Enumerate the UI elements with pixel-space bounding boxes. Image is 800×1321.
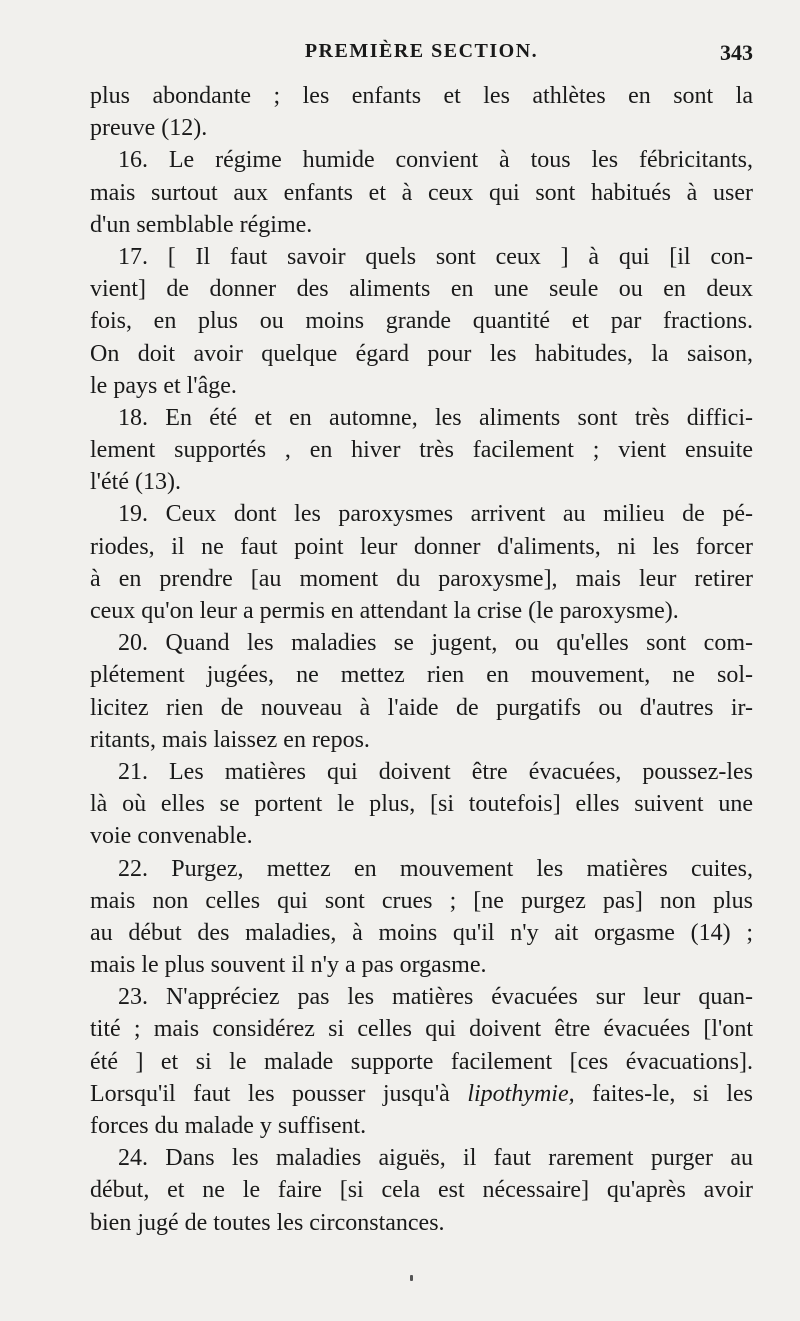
page-number: 343 — [720, 40, 753, 65]
line-text-continued: faites-le, si les — [574, 1080, 754, 1107]
line-text: fois, en plus ou moins grande quantité et par fractions. — [90, 308, 753, 335]
text-line — [90, 595, 753, 627]
line-text: l'été (13). — [90, 469, 181, 496]
line-text: 23. N'appréciez pas les matières évacuées sur leur quan- — [118, 984, 753, 1011]
text-line — [90, 1046, 753, 1078]
text-line — [90, 80, 753, 112]
text-line — [90, 241, 753, 273]
line-text: tité ; mais considérez si celles qui doivent être évacuées [l'ont — [90, 1016, 753, 1043]
text-line — [90, 627, 753, 659]
text-line — [90, 1142, 753, 1174]
line-text: riodes, il ne faut point leur donner d'aliments, ni les forcer — [90, 533, 753, 560]
line-text: mais non celles qui sont crues ; [ne purgez pas] non plus — [90, 887, 753, 914]
text-line — [90, 756, 753, 788]
text-line — [90, 305, 753, 337]
text-line — [90, 1174, 753, 1206]
text-line — [90, 273, 753, 305]
text-line — [90, 370, 753, 402]
text-line — [90, 177, 753, 209]
text-line — [90, 949, 753, 981]
text-line — [90, 563, 753, 595]
line-text: plus abondante ; les enfants et les athlètes en sont la — [90, 83, 753, 109]
line-text: à en prendre [au moment du paroxysme], mais leur retirer — [90, 565, 753, 592]
text-line — [90, 724, 753, 756]
line-text: ceux qu'on leur a permis en attendant la crise (le paroxysme). — [90, 598, 679, 624]
line-text: 16. Le régime humide convient à tous les fébricitants, — [118, 147, 753, 174]
italic-term: lipothymie, — [467, 1080, 575, 1107]
line-text: licitez rien de nouveau à l'aide de purgatifs ou d'autres ir- — [90, 694, 753, 721]
line-text: 20. Quand les maladies se jugent, ou qu'elles sont com- — [118, 630, 753, 657]
section-title: PREMIÈRE SECTION. — [304, 40, 539, 62]
line-text: d'un semblable régime. — [90, 211, 313, 238]
text-line — [90, 1013, 753, 1045]
line-text: mais le plus souvent il n'y a pas orgasme. — [90, 952, 487, 979]
text-line — [90, 659, 753, 691]
line-text: 24. Dans les maladies aiguës, il faut rarement purger au — [118, 1145, 753, 1172]
line-text: 19. Ceux dont les paroxysmes arrivent au milieu de pé- — [118, 501, 753, 528]
text-line — [90, 338, 753, 370]
text-line — [90, 1207, 753, 1239]
line-text: début, et ne le faire [si cela est nécessaire] qu'après avoir — [90, 1177, 753, 1204]
text-line — [90, 434, 753, 466]
line-text: 17. [ Il faut savoir quels sont ceux ] à qui [il con- — [118, 243, 753, 270]
text-line — [90, 498, 753, 530]
line-text: On doit avoir quelque égard pour les habitudes, la saison, — [90, 340, 753, 367]
text-line — [90, 1078, 753, 1110]
text-line — [90, 885, 753, 917]
line-text: bien jugé de toutes les circonstances. — [90, 1209, 445, 1236]
line-text: au début des maladies, à moins qu'il n'y ait orgasme (14) ; — [90, 919, 753, 946]
text-line — [90, 981, 753, 1013]
line-text: mais surtout aux enfants et à ceux qui sont habitués à user — [90, 179, 753, 206]
line-text: preuve (12). — [90, 115, 208, 142]
text-line — [90, 531, 753, 563]
text-line — [90, 209, 753, 241]
running-header — [90, 36, 753, 76]
line-text: été ] et si le malade supporte facilement [ces évacuations]. — [90, 1048, 753, 1075]
printer-mark — [410, 1275, 413, 1281]
line-text: 21. Les matières qui doivent être évacuées, poussez-les — [118, 758, 753, 785]
text-line — [90, 144, 753, 176]
line-text: vient] de donner des aliments en une seule ou en deux — [90, 276, 753, 303]
text-line — [90, 692, 753, 724]
line-text: forces du malade y suffisent. — [90, 1113, 367, 1139]
line-text: plétement jugées, ne mettez rien en mouvement, ne sol- — [90, 662, 753, 689]
line-text: 22. Purgez, mettez en mouvement les matières cuites, — [118, 855, 753, 882]
line-text: voie convenable. — [90, 823, 253, 850]
line-text: 18. En été et en automne, les aliments sont très diffici- — [118, 404, 753, 431]
text-line — [90, 112, 753, 144]
text-line — [90, 788, 753, 820]
text-line — [90, 820, 753, 852]
text-line — [90, 853, 753, 885]
text-line — [90, 402, 753, 434]
line-text: ritants, mais laissez en repos. — [90, 726, 370, 753]
line-text: Lorsqu'il faut les pousser jusqu'à — [90, 1080, 468, 1107]
body-text — [90, 80, 753, 1239]
line-text: lement supportés , en hiver très facilement ; vient ensuite — [90, 437, 753, 464]
text-line — [90, 466, 753, 498]
text-line — [90, 1110, 753, 1142]
text-line — [90, 917, 753, 949]
line-text: le pays et l'âge. — [90, 372, 237, 399]
line-text: là où elles se portent le plus, [si toutefois] elles suivent une — [90, 791, 753, 818]
